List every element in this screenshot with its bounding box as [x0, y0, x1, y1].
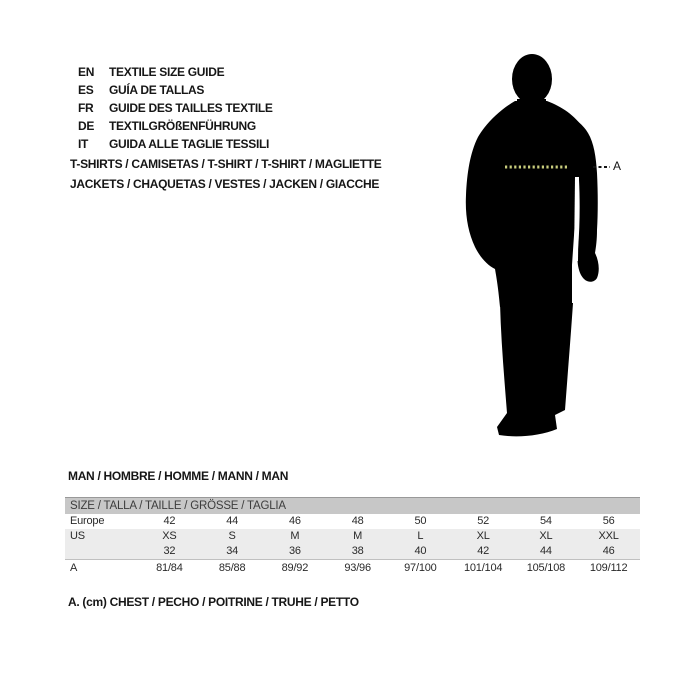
man-silhouette-icon — [455, 25, 645, 445]
language-title: TEXTILE SIZE GUIDE — [109, 65, 225, 79]
table-cell: 89/92 — [281, 562, 309, 574]
language-title: GUÍA DE TALLAS — [109, 83, 205, 97]
language-code: FR — [78, 101, 94, 115]
category-jackets: JACKETS / CHAQUETAS / VESTES / JACKEN / GIACCHE — [70, 177, 380, 191]
table-cell: L — [417, 530, 424, 542]
table-cell: XS — [162, 530, 177, 542]
table-cell: 44 — [539, 545, 552, 557]
language-code: ES — [78, 83, 94, 97]
language-row-it — [78, 135, 273, 153]
table-cell: S — [228, 530, 236, 542]
table-row-alt-size — [65, 544, 640, 559]
language-row-en — [78, 63, 273, 81]
measurement-footnote: A. (cm) CHEST / PECHO / POITRINE / TRUHE / PETTO — [68, 595, 359, 609]
table-cell: 105/108 — [526, 562, 566, 574]
table-cell: 101/104 — [463, 562, 503, 574]
table-cell: 85/88 — [218, 562, 246, 574]
table-cell: XL — [539, 530, 553, 542]
table-cell: 56 — [602, 515, 615, 527]
table-cell: XXL — [598, 530, 619, 542]
language-row-de — [78, 117, 273, 135]
table-row-europe — [65, 514, 640, 529]
table-cell: 34 — [226, 545, 239, 557]
table-cell: 46 — [288, 515, 301, 527]
table-cell: 52 — [477, 515, 490, 527]
table-cell: 38 — [351, 545, 364, 557]
language-title: GUIDE DES TAILLES TEXTILE — [109, 101, 273, 115]
table-row-us — [65, 529, 640, 544]
language-code: DE — [78, 119, 95, 133]
table-cell: 42 — [163, 515, 176, 527]
measurement-figure — [455, 25, 655, 445]
language-legend — [78, 63, 273, 153]
table-row-chest — [65, 559, 640, 575]
table-cell: 42 — [477, 545, 490, 557]
measurement-label-a: A — [613, 159, 622, 173]
language-code: IT — [78, 137, 89, 151]
table-cell: 97/100 — [404, 562, 437, 574]
category-tshirts: T-SHIRTS / CAMISETAS / T-SHIRT / T-SHIRT / MAGLIETTE — [70, 157, 382, 171]
table-cell: 109/112 — [589, 562, 628, 574]
table-cell: 32 — [163, 545, 176, 557]
language-row-fr — [78, 99, 273, 117]
table-cell: 93/96 — [344, 562, 371, 574]
table-cell: 50 — [414, 515, 427, 527]
size-table-header: SIZE / TALLA / TAILLE / GRÖSSE / TAGLIA — [65, 497, 640, 514]
table-cell: 46 — [602, 545, 615, 557]
size-table — [65, 497, 640, 575]
row-label: A — [70, 562, 78, 574]
table-cell: 36 — [288, 545, 301, 557]
language-row-es — [78, 81, 273, 99]
table-cell: 44 — [226, 515, 239, 527]
table-cell: 48 — [351, 515, 364, 527]
language-code: EN — [78, 65, 95, 79]
row-label: Europe — [70, 515, 105, 527]
row-label — [65, 544, 138, 559]
table-cell: XL — [476, 530, 490, 542]
section-title-man: MAN / HOMBRE / HOMME / MANN / MAN — [68, 469, 289, 483]
row-label: US — [70, 530, 85, 542]
language-title: TEXTILGRÖßENFÜHRUNG — [109, 119, 256, 133]
table-cell: 54 — [539, 515, 552, 527]
table-cell: M — [290, 530, 300, 542]
garment-categories — [70, 154, 382, 194]
table-cell: 81/84 — [156, 562, 183, 574]
table-cell: 40 — [414, 545, 427, 557]
language-title: GUIDA ALLE TAGLIE TESSILI — [109, 137, 270, 151]
table-cell: M — [353, 530, 363, 542]
